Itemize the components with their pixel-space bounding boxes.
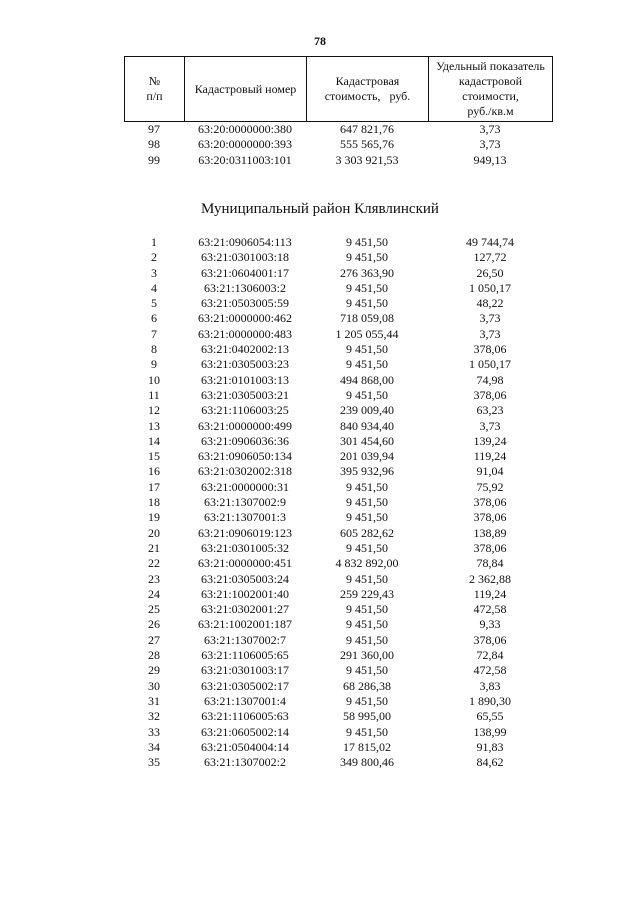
- specific-index: 127,72: [473, 250, 507, 265]
- cadastral-value: 840 934,40: [340, 418, 394, 433]
- cadastral-number: 63:21:0000000:462: [197, 311, 292, 326]
- row-number: 18: [148, 495, 160, 510]
- cadastral-number: 63:21:0000000:483: [197, 326, 292, 341]
- table-row: [124, 235, 552, 250]
- row-number: 8: [151, 342, 157, 357]
- table-header: [124, 56, 553, 122]
- cadastral-value: 9 451,50: [346, 693, 388, 708]
- cadastral-value: 9 451,50: [346, 387, 388, 402]
- table-row: [124, 296, 552, 311]
- header-col-index-line4: руб./кв.м: [467, 104, 514, 118]
- header-col-value: [307, 57, 429, 122]
- header-col-index: [429, 57, 553, 122]
- table-row: [124, 663, 552, 678]
- specific-index: 139,24: [473, 433, 507, 448]
- specific-index: 84,62: [476, 755, 504, 770]
- table-row: [124, 327, 552, 342]
- cadastral-value: 349 800,46: [340, 755, 394, 770]
- row-number: 14: [148, 433, 160, 448]
- table-row: [124, 403, 552, 418]
- specific-index: 49 744,74: [466, 235, 514, 249]
- specific-index: 472,58: [473, 602, 507, 617]
- cadastral-value: 9 451,50: [346, 571, 388, 586]
- row-number: 24: [148, 586, 160, 601]
- cadastral-number: 63:21:0305002:17: [200, 678, 289, 693]
- specific-index: 378,06: [473, 387, 507, 402]
- cadastral-number: 63:21:0906019:123: [197, 525, 292, 540]
- cadastral-value: 718 059,08: [340, 311, 394, 326]
- specific-index: 3,73: [479, 311, 501, 326]
- row-number: 20: [148, 525, 160, 540]
- cadastral-value: 605 282,62: [340, 525, 394, 540]
- row-number: 13: [148, 418, 160, 433]
- table-row: [124, 679, 552, 694]
- header-col-value-line1: Кадастровая: [335, 74, 400, 88]
- main-rows-list: [124, 235, 552, 770]
- cadastral-value: 58 995,00: [343, 709, 391, 724]
- specific-index: 72,84: [476, 648, 504, 663]
- header-col-number: [125, 57, 185, 122]
- row-number: 19: [148, 510, 160, 525]
- row-number: 5: [151, 296, 157, 311]
- header-col-cadastral-label: Кадастровый номер: [194, 81, 297, 96]
- row-number: 99: [148, 152, 160, 167]
- cadastral-value: 9 451,50: [346, 602, 388, 617]
- cadastral-number: 63:21:0000000:451: [197, 556, 292, 571]
- header-col-index-line3: стоимости,: [462, 89, 519, 103]
- table-row: [124, 755, 552, 770]
- cadastral-value: 9 451,50: [346, 663, 388, 678]
- row-number: 33: [148, 724, 160, 739]
- specific-index: 119,24: [473, 449, 507, 464]
- row-number: 98: [148, 137, 160, 152]
- cadastral-number: 63:21:0301005:32: [200, 540, 289, 555]
- table-row: [124, 648, 552, 663]
- specific-index: 1 050,17: [469, 357, 511, 372]
- cadastral-number: 63:20:0000000:393: [197, 137, 292, 152]
- table-row: [124, 250, 552, 265]
- specific-index: 138,99: [473, 724, 507, 739]
- cadastral-value: 9 451,50: [346, 540, 388, 555]
- cadastral-number: 63:21:1106005:63: [201, 709, 289, 724]
- table-row: [124, 617, 552, 632]
- cadastral-value: 201 039,94: [340, 449, 394, 464]
- cadastral-value: 239 009,40: [340, 403, 394, 418]
- cadastral-value: 9 451,50: [346, 235, 388, 249]
- table-row: [124, 122, 552, 137]
- cadastral-number: 63:21:0604001:17: [200, 265, 289, 280]
- header-col-index-line1: Удельный показатель: [436, 59, 545, 73]
- specific-index: 26,50: [476, 265, 504, 280]
- row-number: 15: [148, 449, 160, 464]
- specific-index: 3,73: [479, 122, 501, 136]
- section-title: Муниципальный район Клявлинский: [201, 201, 439, 217]
- row-number: 12: [148, 403, 160, 418]
- specific-index: 75,92: [476, 479, 504, 494]
- cadastral-number: 63:21:0605002:14: [200, 724, 289, 739]
- cadastral-number: 63:21:0503005:59: [200, 296, 289, 311]
- cadastral-value: 9 451,50: [346, 510, 388, 525]
- row-number: 17: [148, 479, 160, 494]
- cadastral-value: 9 451,50: [346, 479, 388, 494]
- table-row: [124, 373, 552, 388]
- specific-index: 378,06: [473, 540, 507, 555]
- specific-index: 1 890,30: [469, 693, 511, 708]
- cadastral-number: 63:21:1307001:4: [203, 693, 286, 708]
- table-row: [124, 633, 552, 648]
- specific-index: 3,73: [479, 137, 501, 152]
- cadastral-value: 9 451,50: [346, 250, 388, 265]
- cadastral-number: 63:21:0906036:36: [200, 433, 289, 448]
- cadastral-value: 17 815,02: [343, 739, 391, 754]
- cadastral-number: 63:21:1002001:40: [200, 586, 289, 601]
- page-number: 78: [314, 34, 326, 48]
- cadastral-value: 9 451,50: [346, 724, 388, 739]
- table-row: [124, 153, 552, 168]
- cadastral-number: 63:20:0000000:380: [197, 122, 292, 136]
- specific-index: 48,22: [476, 296, 504, 311]
- specific-index: 378,06: [473, 510, 507, 525]
- row-number: 22: [148, 556, 160, 571]
- specific-index: 949,13: [473, 152, 507, 167]
- cadastral-number: 63:21:1307002:7: [203, 632, 286, 647]
- table-row: [124, 572, 552, 587]
- cadastral-value: 9 451,50: [346, 280, 388, 295]
- specific-index: 119,24: [473, 586, 507, 601]
- table-row: [124, 266, 552, 281]
- header-col-number-line1: №: [148, 74, 161, 88]
- table-row: [124, 464, 552, 479]
- row-number: 11: [148, 387, 160, 402]
- specific-index: 91,04: [476, 464, 504, 479]
- cadastral-value: 9 451,50: [346, 495, 388, 510]
- row-number: 35: [148, 755, 160, 770]
- specific-index: 63,23: [476, 403, 504, 418]
- row-number: 6: [151, 311, 157, 326]
- cadastral-value: 9 451,50: [346, 357, 388, 372]
- table-row: [124, 740, 552, 755]
- specific-index: 74,98: [476, 372, 504, 387]
- cadastral-value: 301 454,60: [340, 433, 394, 448]
- row-number: 10: [148, 372, 160, 387]
- cadastral-number: 63:21:0301003:17: [200, 663, 289, 678]
- cadastral-number: 63:21:1307001:3: [203, 510, 286, 525]
- specific-index: 138,89: [473, 525, 507, 540]
- table-row: [124, 419, 552, 434]
- row-number: 23: [148, 571, 160, 586]
- cadastral-value: 4 832 892,00: [335, 556, 399, 571]
- specific-index: 2 362,88: [469, 571, 511, 586]
- cadastral-number: 63:21:0101003:13: [200, 372, 289, 387]
- cadastral-value: 9 451,50: [346, 342, 388, 357]
- cadastral-number: 63:21:0504004:14: [200, 739, 289, 754]
- table-row: [124, 602, 552, 617]
- table-row: [124, 342, 552, 357]
- cadastral-number: 63:21:0302002:318: [197, 464, 292, 479]
- table-row: [124, 434, 552, 449]
- cadastral-number: 63:21:1306003:2: [203, 280, 286, 295]
- row-number: 9: [151, 357, 157, 372]
- cadastral-number: 63:21:0302001:27: [200, 602, 289, 617]
- cadastral-value: 68 286,38: [343, 678, 391, 693]
- specific-index: 78,84: [476, 556, 504, 571]
- cadastral-value: 3 303 921,53: [335, 152, 399, 167]
- cadastral-number: 63:21:0906050:134: [197, 449, 292, 464]
- cadastral-number: 63:21:1106003:25: [201, 403, 289, 418]
- row-number: 28: [148, 648, 160, 663]
- table-row: [124, 281, 552, 296]
- table-row: [124, 510, 552, 525]
- cadastral-value: 9 451,50: [346, 617, 388, 632]
- specific-index: 378,06: [473, 342, 507, 357]
- cadastral-value: 291 360,00: [340, 648, 394, 663]
- cadastral-number: 63:21:0402002:13: [200, 342, 289, 357]
- cadastral-number: 63:21:0906054:113: [198, 235, 292, 249]
- row-number: 3: [151, 265, 157, 280]
- header-col-value-line2: стоимость, руб.: [324, 89, 411, 103]
- table-row: [124, 480, 552, 495]
- cadastral-number: 63:21:1307002:9: [203, 495, 286, 510]
- cadastral-value: 647 821,76: [340, 122, 394, 136]
- row-number: 34: [148, 739, 160, 754]
- row-number: 32: [148, 709, 160, 724]
- cadastral-number: 63:21:1106005:65: [201, 648, 289, 663]
- specific-index: 378,06: [473, 495, 507, 510]
- specific-index: 9,33: [479, 617, 501, 632]
- cadastral-value: 9 451,50: [346, 296, 388, 311]
- cadastral-number: 63:20:0311003:101: [198, 152, 292, 167]
- row-number: 16: [148, 464, 160, 479]
- table-row: [124, 449, 552, 464]
- table-row: [124, 725, 552, 740]
- cadastral-number: 63:21:0000000:31: [200, 479, 289, 494]
- row-number: 31: [148, 693, 160, 708]
- table-row: [124, 694, 552, 709]
- specific-index: 91,83: [476, 739, 504, 754]
- row-number: 27: [148, 632, 160, 647]
- table-row: [124, 311, 552, 326]
- table-row: [124, 587, 552, 602]
- table-row: [124, 541, 552, 556]
- specific-index: 472,58: [473, 663, 507, 678]
- table-row: [124, 526, 552, 541]
- cadastral-number: 63:21:1002001:187: [197, 617, 292, 632]
- table-row: [124, 556, 552, 571]
- row-number: 21: [148, 540, 160, 555]
- specific-index: 3,83: [479, 678, 501, 693]
- cadastral-value: 494 868,00: [340, 372, 394, 387]
- header-col-cadastral: [185, 57, 307, 122]
- cadastral-number: 63:21:0000000:499: [197, 418, 292, 433]
- row-number: 29: [148, 663, 160, 678]
- header-col-number-line2: п/п: [146, 89, 163, 103]
- row-number: 30: [148, 678, 160, 693]
- cadastral-number: 63:21:0305003:23: [200, 357, 289, 372]
- table-row: [124, 388, 552, 403]
- cadastral-number: 63:21:0301003:18: [200, 250, 289, 265]
- table-row: [124, 357, 552, 372]
- cadastral-value: 9 451,50: [346, 632, 388, 647]
- specific-index: 65,55: [476, 709, 504, 724]
- row-number: 26: [148, 617, 160, 632]
- specific-index: 378,06: [473, 632, 507, 647]
- cadastral-value: 276 363,90: [340, 265, 394, 280]
- top-rows-list: [124, 122, 552, 168]
- row-number: 7: [151, 326, 157, 341]
- cadastral-number: 63:21:1307002:2: [203, 755, 286, 770]
- cadastral-value: 259 229,43: [340, 586, 394, 601]
- header-col-index-line2: кадастровой: [458, 74, 523, 88]
- table-row: [124, 137, 552, 152]
- row-number: 2: [151, 250, 157, 265]
- row-number: 4: [151, 280, 157, 295]
- cadastral-value: 1 205 055,44: [335, 326, 399, 341]
- row-number: 97: [148, 122, 160, 136]
- cadastral-number: 63:21:0305003:24: [200, 571, 289, 586]
- row-number: 25: [148, 602, 160, 617]
- table-row: [124, 495, 552, 510]
- specific-index: 1 050,17: [469, 280, 511, 295]
- table-row: [124, 709, 552, 724]
- cadastral-value: 555 565,76: [340, 137, 394, 152]
- specific-index: 3,73: [479, 418, 501, 433]
- specific-index: 3,73: [479, 326, 501, 341]
- cadastral-value: 395 932,96: [340, 464, 394, 479]
- row-number: 1: [151, 235, 157, 249]
- cadastral-number: 63:21:0305003:21: [200, 387, 289, 402]
